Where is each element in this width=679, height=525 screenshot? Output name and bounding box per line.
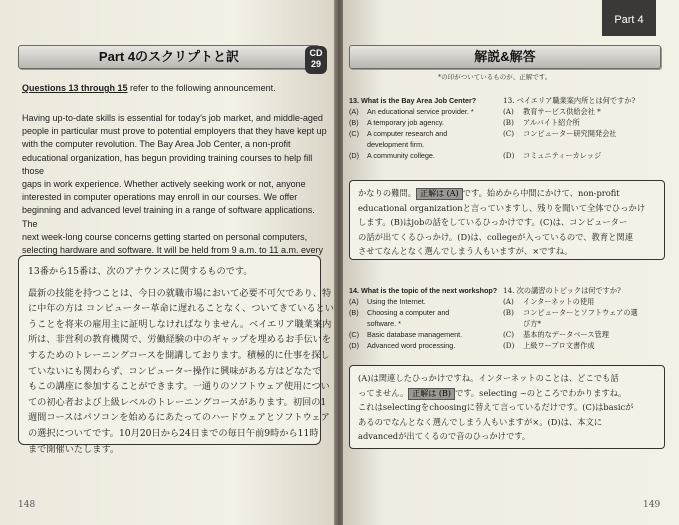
passage-line: Having up-to-date skills is essential for today's job market, and middle-aged (22, 113, 323, 123)
q14-option: (D) Advanced word processing. (349, 341, 456, 350)
q13-option: (A) An educational service provider. * (349, 107, 474, 116)
translation-line: ての初心者および上級レベルのトレーニングコースがあります。初回の1 (28, 396, 327, 408)
translation-line: の選択についてです。10月20日から24日までの毎日午前9時から11時 (28, 427, 319, 439)
q14-explanation-line: あるのでなんとなく選んでしまう人もいますが×。(D)は、本文に (358, 416, 603, 427)
cd-label: CD (309, 48, 323, 58)
translation-line: もこの講座に参加することができます。一通りのソフトウェア使用につい (28, 381, 330, 393)
q13-option-jp: (A) 教育サービス供給会社 * (503, 107, 601, 116)
q14-option-continued: software. * (367, 319, 401, 328)
q14-question: 14. What is the topic of the next workshop? (349, 286, 498, 295)
q14-explanation-line: advancedが出てくるので音のひっかけです。 (358, 431, 531, 442)
part-tab: Part 4 (602, 0, 656, 36)
passage-line: beginning and advanced level training in a range of software applications. The (22, 205, 315, 229)
q13-option-continued: development firm. (367, 140, 425, 149)
answers-title: 解説&解答 (474, 49, 536, 64)
translation-line: 最新の技能を持つことは、今日の就職市場において必要不可欠であり、特 (28, 287, 332, 299)
q13-question: 13. What is the Bay Area Job Center? (349, 96, 477, 105)
q13-option-jp: (C) コンピューター研究開発会社 (503, 129, 617, 138)
q13-explanation-line1: かなりの難問。 正解は (A) です。始めから中間にかけて、non-profit (358, 188, 620, 198)
q14-option-jp: (D) 上級ワープロ文書作成 (503, 341, 595, 350)
q13-english (349, 95, 499, 161)
passage-line: with the computer revolution. The Bay Area Job Center, a non-profit (22, 139, 291, 150)
section-title-bar (18, 45, 320, 69)
q13-explanation-line: します。(B)はjobの話をしているひっかけです。(C)は、コンピューター (358, 217, 628, 228)
q13-explanation-line: educational organizationと言っていますし、残りを聞いて全体でひっかけ (358, 202, 646, 213)
q13-japanese (503, 95, 673, 161)
q13-option: (C) A computer research and (349, 129, 448, 138)
translation-line: 所は、非営利の教育機関で、労働経験の中のギャップを埋めるお手伝いを (28, 334, 332, 346)
q13-explanation-line: の話が出てくるひっかけ。(D)は、collegeが入っているので、教育と関連 (358, 231, 634, 242)
translation-line: ていないにも関わらず、コンピューター操作に興味がある方はどなたで (28, 365, 322, 377)
q14-explanation-line2: ってません。 正解は (B) です。selecting ~のところでわかりますね。 (358, 387, 627, 398)
section-title: Part 4のスクリプトと訳 (98, 49, 240, 64)
q14-option: (C) Basic database management. (349, 330, 463, 339)
q14-answer-tag: 正解は (B) (408, 388, 455, 400)
q14-option-jp: (B) コンピューターとソフトウェアの選 (503, 308, 638, 317)
q13-option-jp (503, 139, 673, 150)
questions-heading (22, 83, 276, 93)
translation-line: 13番から15番は、次のアナウンスに関するものです。 (28, 266, 253, 277)
q14-option: (A) Using the Internet. (349, 297, 426, 306)
q13-explanation-box (349, 180, 665, 260)
left-page (0, 0, 336, 525)
q13-option-jp: (B) アルバイト紹介所 (503, 118, 580, 127)
q13-explanation-line: させてなんとなく選んでしまう人もいますが、×ですね。 (358, 246, 573, 257)
passage-line: educational organization, has begun providing training courses to help fill those (22, 152, 313, 176)
questions-ref-rest: refer to the following announcement. (127, 83, 276, 93)
q14-question-jp: 14. 次の講習のトピックは何ですか? (503, 286, 621, 295)
right-page (343, 0, 679, 525)
q14-explanation-line: これはselectingをchoosingに替えて言っているだけです。(C)はbasicが (358, 402, 634, 413)
translation-line: まで開催いたします。 (28, 443, 120, 455)
translation-line: うことを将来の雇用主に証明しなければなりません。ベイエリア職業案内 (28, 318, 332, 330)
cd-track-badge (305, 46, 327, 74)
q13-answer-tag: 正解は (A) (416, 188, 463, 200)
q13-option-jp: (D) コミュニティーカレッジ (503, 151, 602, 160)
cd-track-number: 29 (310, 59, 321, 69)
answers-title-bar (349, 45, 661, 69)
q13-option: (D) A community college. (349, 151, 435, 160)
passage-line: selecting hardware and software. It will be held from 9 a.m. to 11 a.m. every (22, 245, 323, 256)
q14-option-jp: (A) インターネットの使用 (503, 297, 595, 306)
passage-line: next week-long course concerns getting started on personal computers, (22, 231, 308, 242)
translation-line: 週間コースはパソコンを始めるにあたってのハードウェアとソフトウェア (28, 412, 330, 424)
q13-option: (B) A temporary job agency. (349, 118, 444, 127)
q14-japanese (503, 285, 675, 351)
page-number-left: 148 (18, 500, 36, 510)
q14-option-jp: (C) 基本的なデータベース管理 (503, 330, 609, 339)
q14-english (349, 285, 499, 351)
answer-note: *の印がついているものが、正解です。 (438, 73, 552, 81)
q14-option: (B) Choosing a computer and (349, 308, 450, 317)
passage-line: people in particular must prove to potential employers that they have kept up (22, 126, 327, 137)
passage-line: interested in computer operations may enroll in our courses. We offer (22, 192, 298, 203)
q13-question-jp: 13. ベイエリア職業案内所とは何ですか? (503, 96, 636, 105)
translation-line: に中年の方は コンピューター革命に遅れることなく、ついてきているとい (28, 303, 334, 315)
passage-line: gaps in work experience. Whether actively seeking work or not, anyone (22, 179, 306, 190)
questions-ref: Questions 13 through 15 (22, 83, 128, 93)
announcement-passage (22, 112, 328, 270)
translation-box (18, 255, 334, 455)
translation-line: するためのトレーニングコースを開講しております。積極的に仕事を探し (28, 349, 330, 361)
q14-option-jp: び方* (523, 319, 541, 328)
q14-explanation-box (349, 365, 665, 449)
page-number-right: 149 (643, 500, 661, 510)
q14-explanation-line1: (A)は関連したひっかけですね。インターネットのことは、どこでも話 (358, 373, 619, 383)
